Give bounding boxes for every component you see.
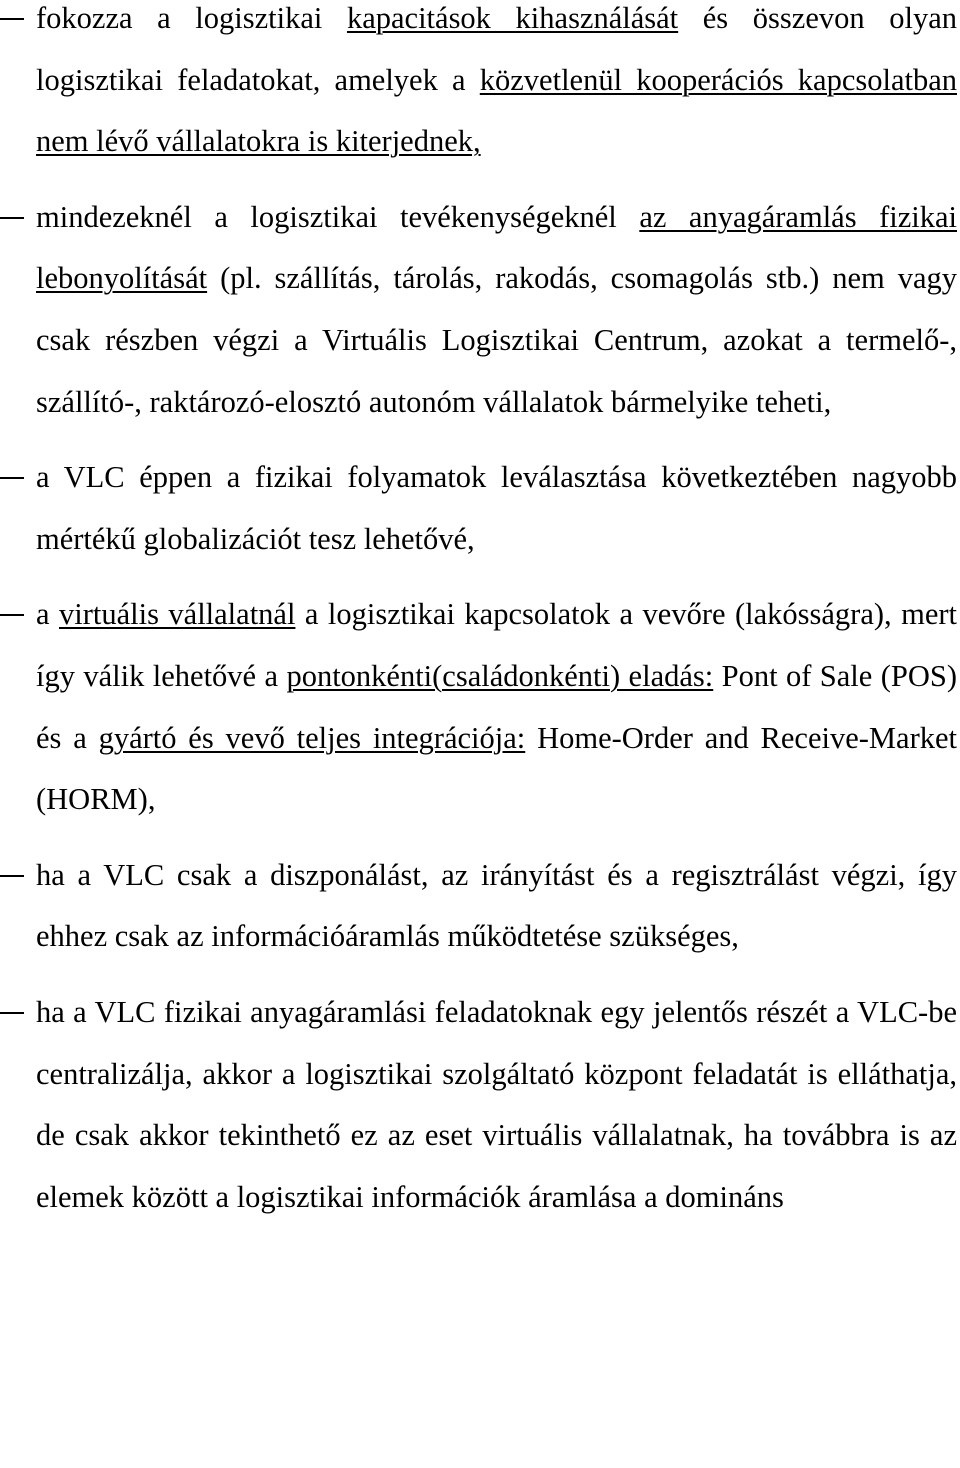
underlined-text: pontonkénti(családonkénti) eladás: <box>286 658 714 693</box>
item-text: ha a VLC csak a diszponálást, az irányítást és a regisztrálást végzi, így ehhez csak az információáramlás működtetése szükséges, <box>36 857 957 954</box>
item-text: a <box>36 597 59 632</box>
item-text: és összevon olyan logisztikai feladatokat, amelyek a <box>36 1 957 97</box>
item-text: a VLC éppen a fizikai folyamatok leválasztása következtében nagyobb mértékű globalizációt tesz lehetővé, <box>36 460 957 556</box>
underlined-text: gyártó és vevő teljes integrációja: <box>98 720 526 755</box>
item-text: Home-Order and Receive-Market (HORM), <box>36 720 957 817</box>
item-text: (pl. szállítás, tárolás, rakodás, csomagolás stb.) nem vagy csak részben végzi a Virtuális Logisztikai Centrum, azokat a termelő-, szállító-, raktározó-elosztó autonóm vállalatok bármelyike teheti, <box>36 261 957 419</box>
underlined-text: kapacitások kihasználását <box>346 1 679 35</box>
item-text: ha a VLC fizikai anyagáramlási feladatoknak egy jelentős részét a VLC-be centralizálja, akkor a logisztikai szolgáltató központ feladatát is elláthatja, de csak akkor tekinthető ez az eset virtuális vállalatnak, ha továbbra is az elemek között a logisztikai információk áramlása a domináns <box>36 994 957 1214</box>
item-text: Pont of Sale (POS) és a <box>36 658 957 755</box>
list-item <box>0 845 960 968</box>
item-text: mindezeknél a logisztikai tevékenységeknél <box>36 199 640 234</box>
underlined-text: virtuális vállalatnál <box>59 597 296 632</box>
list-item <box>0 982 960 1228</box>
list-item <box>0 447 960 570</box>
list-item <box>0 584 960 830</box>
list-item <box>0 187 960 433</box>
underlined-text: az anyagáramlás fizikai lebonyolítását <box>36 199 957 296</box>
underlined-text: közvetlenül kooperációs kapcsolatban nem lévő vállalatokra is kiterjednek, <box>36 62 957 159</box>
item-text: a logisztikai kapcsolatok a vevőre (lakósságra), mert így válik lehetővé a <box>36 597 957 693</box>
item-text: fokozza a logisztikai <box>36 1 347 35</box>
list-item <box>0 0 960 173</box>
